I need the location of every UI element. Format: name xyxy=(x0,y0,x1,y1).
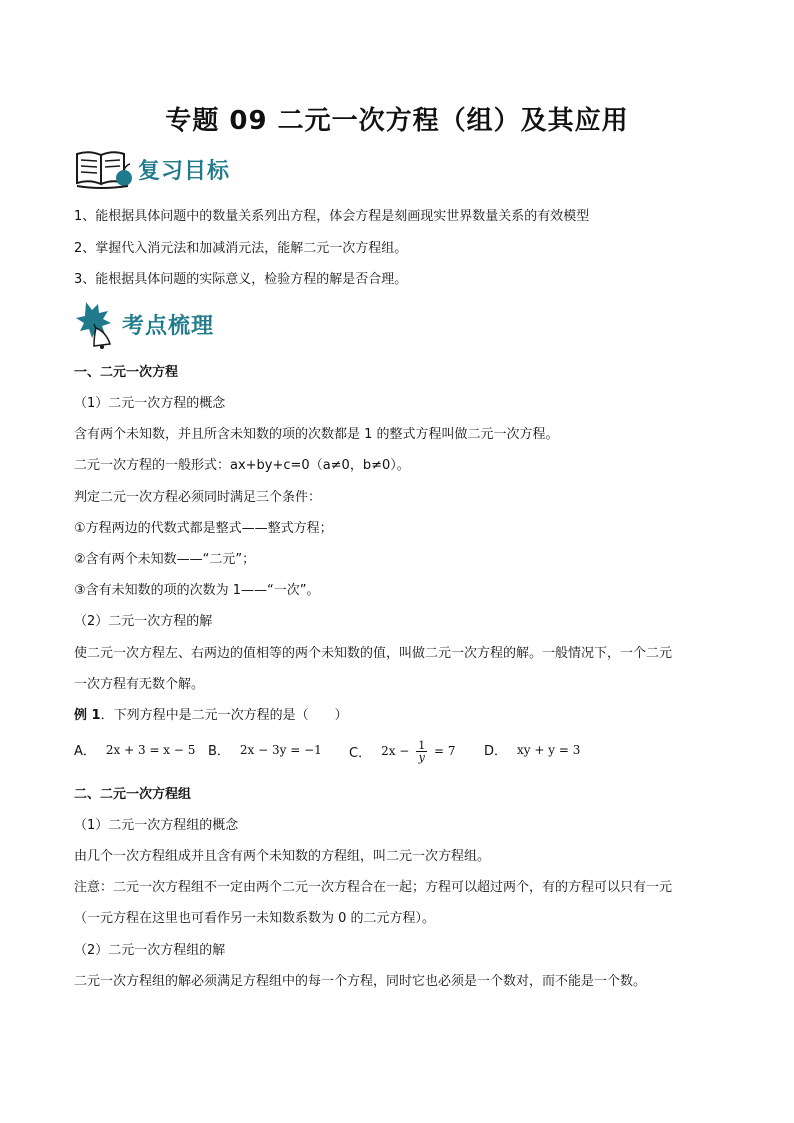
option-a-expression: 2x + 3 = x − 5 xyxy=(105,742,196,757)
section-title: 考点梳理 xyxy=(122,313,215,339)
option-c[interactable]: C． 2x − $\frac{1}{y}$ = 7 xyxy=(349,739,456,764)
condition-item: ②含有两个未知数——“二元”； xyxy=(74,552,256,567)
book-apple-icon xyxy=(74,148,136,190)
goal-item: 2、掌握代入消元法和加减消元法，能解二元一次方程组。 xyxy=(74,241,408,256)
condition-item: ①方程两边的代数式都是整式——整式方程； xyxy=(74,521,333,536)
subheading: （1）二元一次方程的概念 xyxy=(74,396,226,411)
option-b-expression: 2x − 3y = −1 xyxy=(239,742,322,757)
paragraph: 注意：二元一次方程组不一定由两个二元一次方程合在一起；方程可以超过两个，有的方程可以只有一元 xyxy=(74,880,673,895)
paragraph: 一次方程有无数个解。 xyxy=(74,677,205,692)
subheading: （2）二元一次方程组的解 xyxy=(74,943,226,958)
example-text: ．下列方程中是二元一次方程的是（ ） xyxy=(100,708,348,723)
option-d[interactable]: D． xy + y = 3 xyxy=(484,742,581,759)
part2-heading: 二、二元一次方程组 xyxy=(74,787,192,802)
paragraph: 二元一次方程组的解必须满足方程组中的每一个方程，同时它也必须是一个数对，而不能是一个数。 xyxy=(74,974,647,989)
section-title: 复习目标 xyxy=(138,158,231,184)
fraction: $\frac{1}{y}$ xyxy=(418,739,426,764)
example-question xyxy=(74,707,348,725)
goal-item: 1、能根据具体问题中的数量关系列出方程，体会方程是刻画现实世界数量关系的有效模型 xyxy=(74,209,590,224)
paragraph: 使二元一次方程左、右两边的值相等的两个未知数的值，叫做二元一次方程的解。一般情况下，一个二元 xyxy=(74,646,673,661)
leaf-bell-icon xyxy=(72,298,122,350)
section-header-review-goals xyxy=(74,148,230,190)
option-c-expression: 2x − $\frac{1}{y}$ = 7 xyxy=(381,739,456,764)
subheading: （1）二元一次方程组的概念 xyxy=(74,818,239,833)
part1-heading: 一、二元一次方程 xyxy=(74,365,179,380)
paragraph: 含有两个未知数，并且所含未知数的项的次数都是 1 的整式方程叫做二元一次方程。 xyxy=(74,427,559,442)
paragraph: 判定二元一次方程必须同时满足三个条件： xyxy=(74,490,322,505)
condition-item: ③含有未知数的项的次数为 1——“一次”。 xyxy=(74,583,320,598)
option-d-expression: xy + y = 3 xyxy=(517,742,581,757)
example-options xyxy=(74,740,674,764)
example-label: 例 1 xyxy=(74,708,101,723)
paragraph: （一元方程在这里也可看作另一未知数系数为 0 的二元方程）。 xyxy=(74,911,436,926)
subheading: （2）二元一次方程的解 xyxy=(74,614,213,629)
option-b[interactable]: B． 2x − 3y = −1 xyxy=(208,742,322,759)
paragraph: 由几个一次方程组成并且含有两个未知数的方程组，叫二元一次方程组。 xyxy=(74,849,491,864)
option-a[interactable]: A． 2x + 3 = x − 5 xyxy=(74,742,196,759)
goal-item: 3、能根据具体问题的实际意义，检验方程的解是否合理。 xyxy=(74,272,408,287)
page-title: 专题 09 二元一次方程（组）及其应用 xyxy=(165,106,629,136)
section-header-key-points xyxy=(72,298,214,350)
paragraph: 二元一次方程的一般形式：ax+by+c=0（a≠0，b≠0）。 xyxy=(74,458,410,473)
